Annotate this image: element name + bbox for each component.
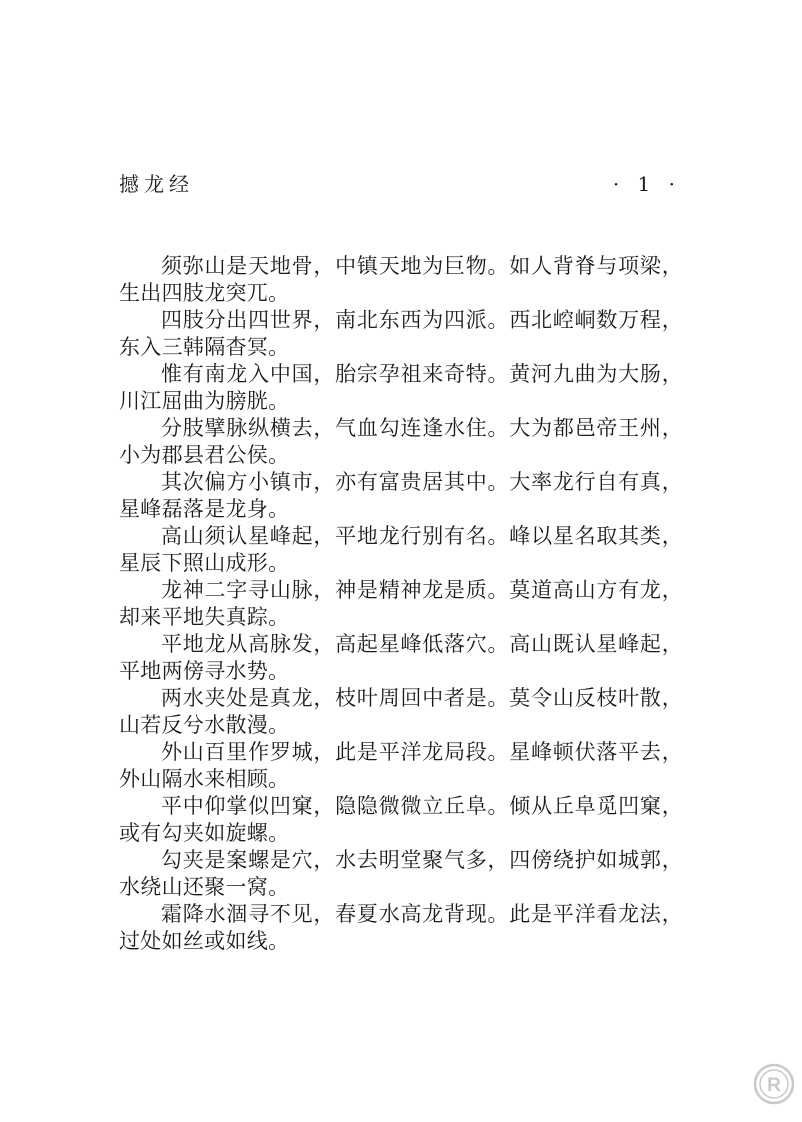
page-number: · 1 · xyxy=(612,172,681,196)
verse-paragraph: 四肢分出四世界，南北东西为四派。西北崆峒数万程，东入三韩隔杳冥。 xyxy=(119,308,683,359)
watermark-letter: R xyxy=(767,1075,781,1096)
verse-paragraph: 龙神二字寻山脉，神是精神龙是质。莫道高山方有龙，却来平地失真踪。 xyxy=(119,578,683,629)
verse-paragraph: 惟有南龙入中国，胎宗孕祖来奇特。黄河九曲为大肠，川江屈曲为膀胱。 xyxy=(119,362,683,413)
watermark-logo-icon xyxy=(752,1062,796,1106)
verse-paragraph: 两水夹处是真龙，枝叶周回中者是。莫令山反枝叶散，山若反兮水散漫。 xyxy=(119,686,683,737)
verse-paragraph: 其次偏方小镇市，亦有富贵居其中。大率龙行自有真，星峰磊落是龙身。 xyxy=(119,470,683,521)
main-text xyxy=(119,253,683,955)
verse-paragraph: 勾夹是案螺是穴，水去明堂聚气多，四傍绕护如城郭，水绕山还聚一窝。 xyxy=(119,848,683,899)
verse-paragraph: 平中仰掌似凹窠，隐隐微微立丘阜。倾从丘阜觅凹窠，或有勾夹如旋螺。 xyxy=(119,794,683,845)
verse-paragraph: 高山须认星峰起，平地龙行别有名。峰以星名取其类，星辰下照山成形。 xyxy=(119,524,683,575)
verse-paragraph: 霜降水涸寻不见，春夏水高龙背现。此是平洋看龙法，过处如丝或如线。 xyxy=(119,902,683,953)
verse-paragraph: 平地龙从高脉发，高起星峰低落穴。高山既认星峰起，平地两傍寻水势。 xyxy=(119,632,683,683)
running-head-title: 撼龙经 xyxy=(119,172,194,196)
verse-paragraph: 外山百里作罗城，此是平洋龙局段。星峰顿伏落平去，外山隔水来相顾。 xyxy=(119,740,683,791)
verse-paragraph: 须弥山是天地骨，中镇天地为巨物。如人背脊与项梁，生出四肢龙突兀。 xyxy=(119,254,683,305)
page-header xyxy=(119,168,681,200)
verse-paragraph: 分肢擘脉纵横去，气血勾连逢水住。大为都邑帝王州，小为郡县君公侯。 xyxy=(119,416,683,467)
